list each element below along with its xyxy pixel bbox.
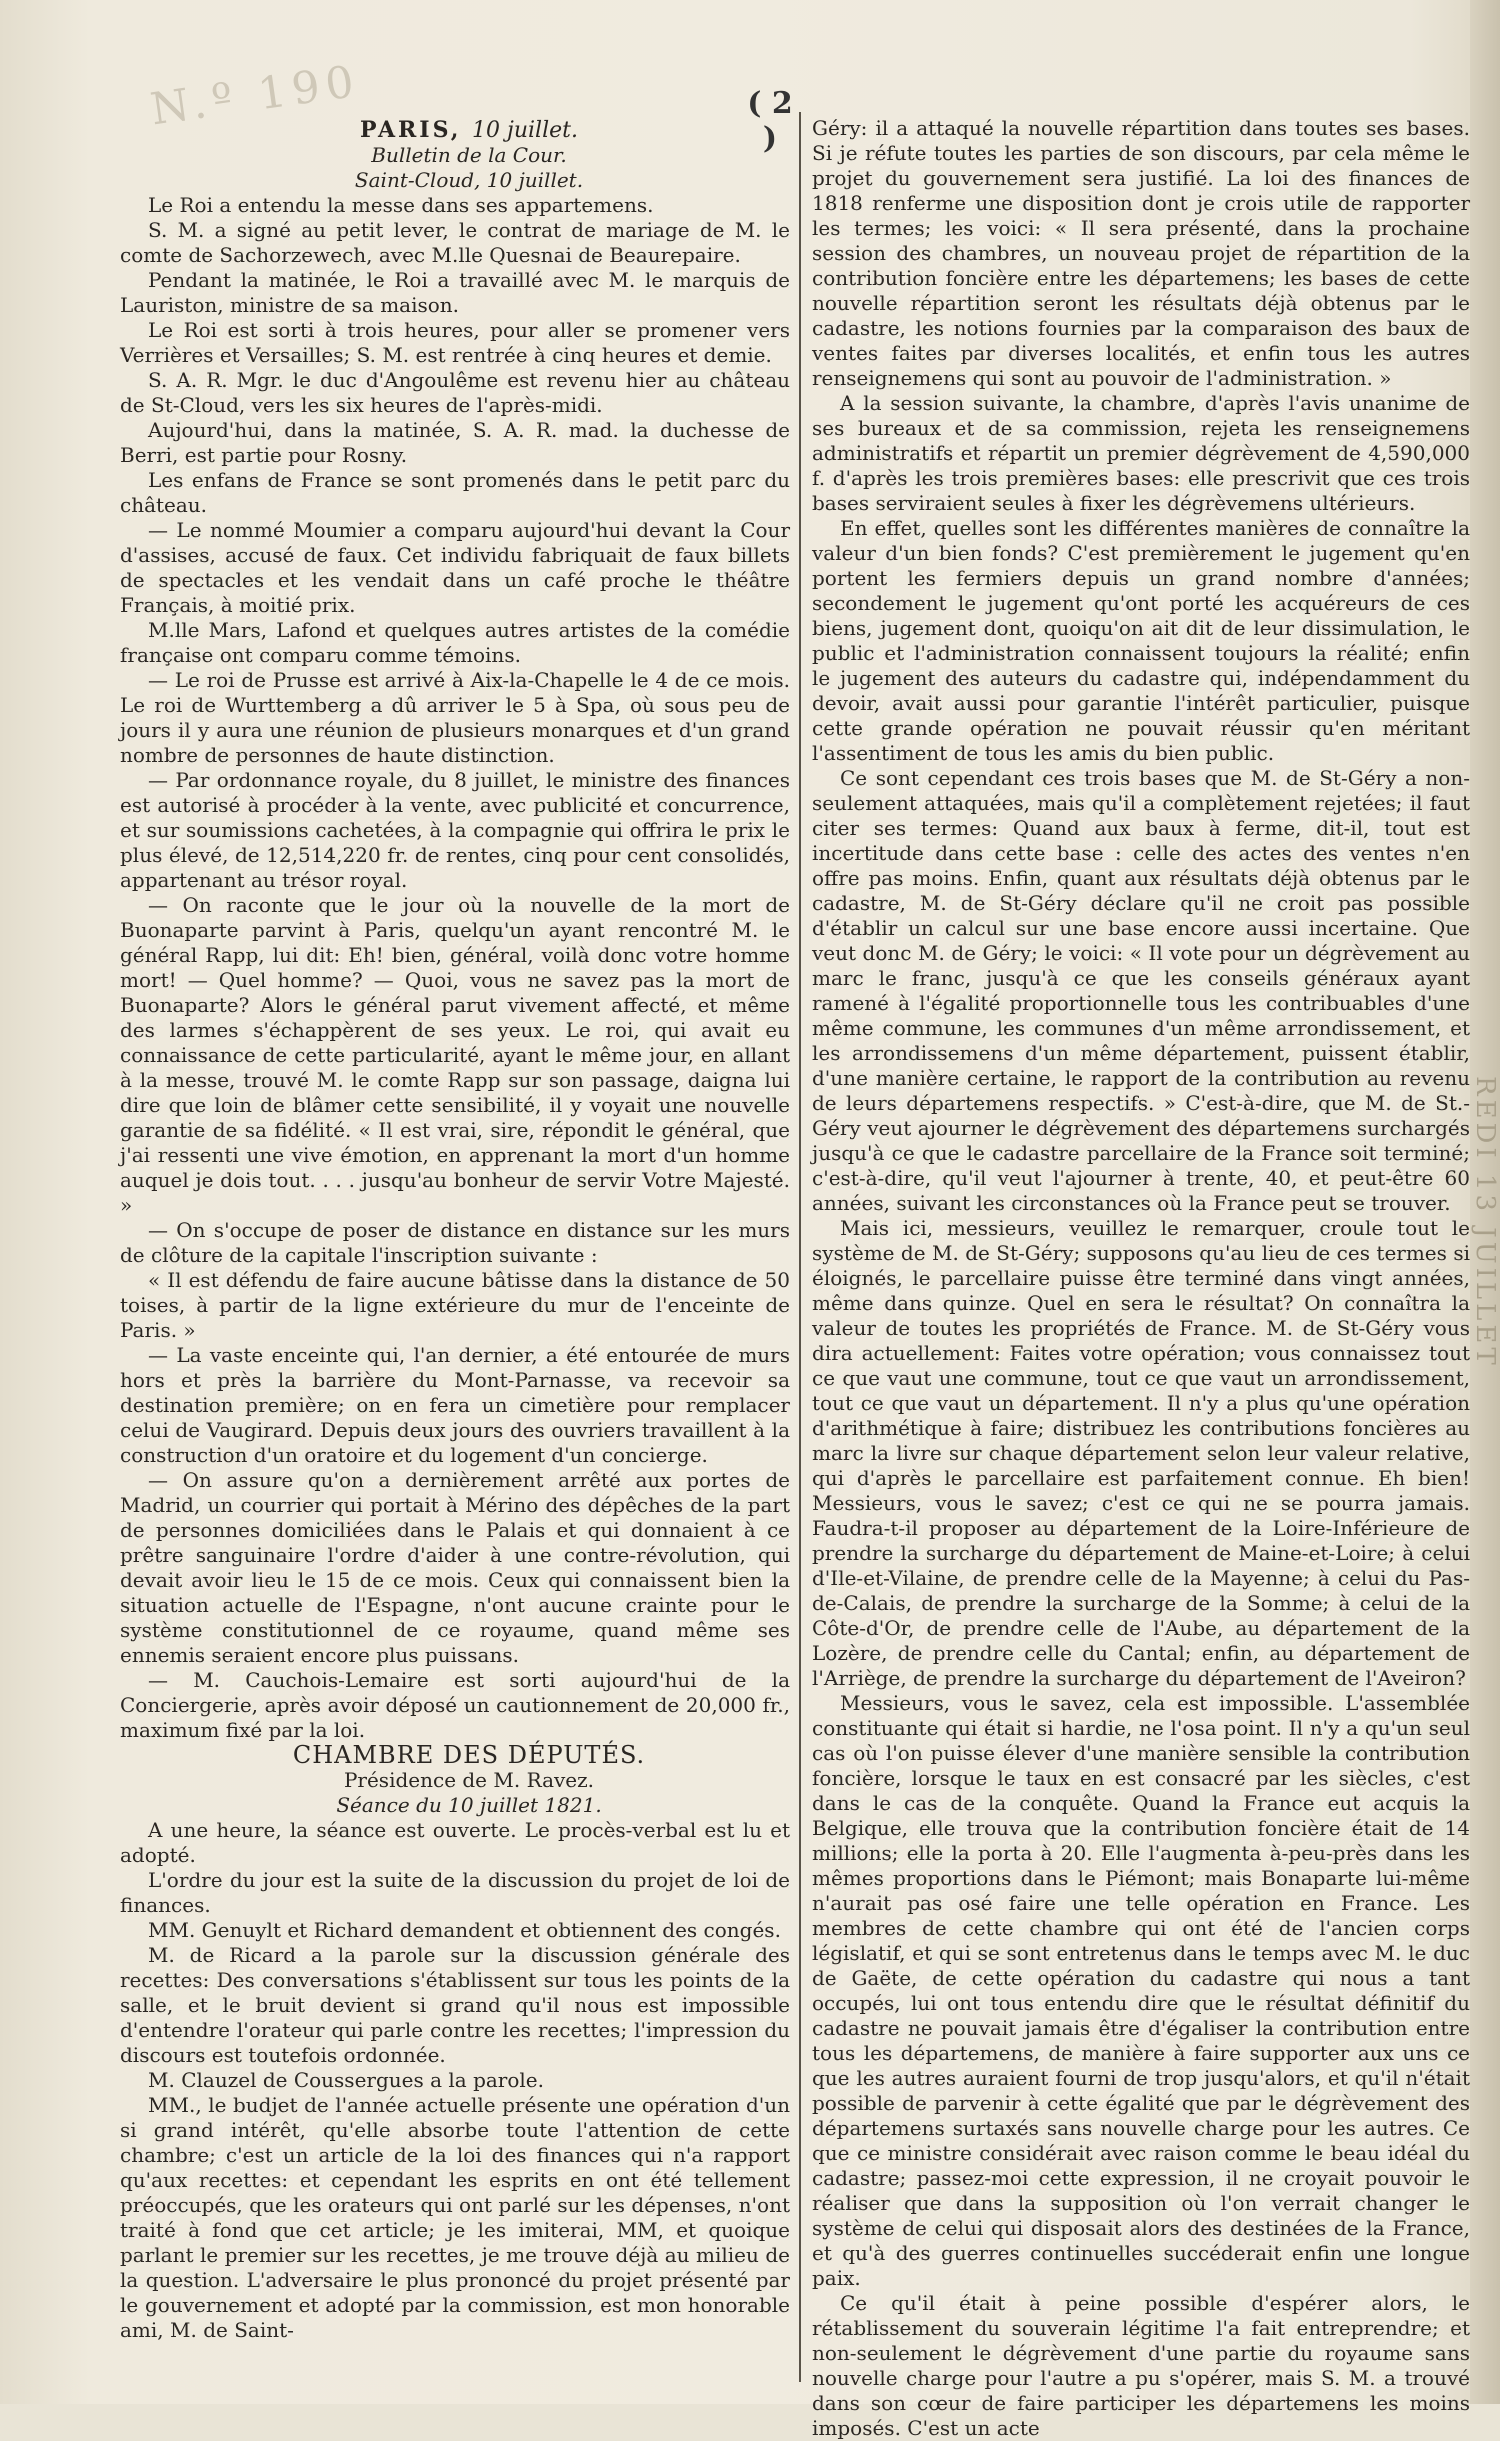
paragraph: Géry: il a attaqué la nouvelle répartition dans toutes ses bases. Si je réfute toutes les parties de son discours, par cela même le projet du gouvernement sera justifié. La loi des finances de 1818 renferme une disposition dont je crois utile de rapporter les termes; les voici: « Il sera présenté, dans la prochaine session des chambres, un nouveau projet de répartition de la contribution foncière entre les départemens; les bases de cette nouvelle répartition seront les résultats déjà obtenus par le cadastre, les notions fournies par la comparaison des baux de ventes faites par diverses localités, et enfin tous les autres renseignemens qui sont au pouvoir de l'administration. » xyxy=(812,116,1470,390)
paragraph: Les enfans de France se sont promenés dans le petit parc du château. xyxy=(120,468,790,517)
watermark-number: N.º 190 xyxy=(147,55,363,136)
paragraph: — On s'occupe de poser de distance en distance sur les murs de clôture de la capitale l'inscription suivante : xyxy=(120,1218,790,1267)
paragraph: M. de Ricard a la parole sur la discussion générale des recettes: Des conversations s'établissent sur tous les points de la salle, et le bruit devient si grand qu'il nous est impossible d'entendre l'orateur qui parle contre les recettes; l'impression du discours est toutefois ordonnée. xyxy=(120,1943,790,2067)
paragraph: Messieurs, vous le savez, cela est impossible. L'assemblée constituante qui était si hardie, ne l'osa point. Il n'y a qu'un seul cas où l'on puisse élever d'une manière sensible la contribution foncière, lorsque le taux en est consacré par les siècles, c'est dans le cas de la conquête. Quand la France eut acquis la Belgique, elle trouva que la contribution foncière était de 14 millions; elle la porta à 20. Elle l'augmenta à-peu-près dans les mêmes proportions dans le Piémont; mais Bonaparte lui-même n'aurait pas osé faire une telle opération en France. Les membres de cette chambre qui ont été de l'ancien corps législatif, et qui se sont entretenus dans le temps avec M. le duc de Gaëte, de cette opération du cadastre qui nous a tant occupés, lui ont tous entendu dire que le résultat définitif du cadastre ne pouvait jamais être d'égaliser la contribution entre tous les départemens, de manière à faire supporter aux uns ce que les autres auraient fourni de trop jusqu'alors, et qu'il n'était possible de parvenir à cette égalité que par le dégrèvement des départemens surtaxés sans nouvelle charge pour les autres. Ce que ce ministre considérait avec raison comme le beau idéal du cadastre; passez-moi cette expression, il ne croyait pouvoir le réaliser que dans la supposition où l'on verrait changer le système de celui qui disposait alors des destinées de la France, et qu'à des guerres continuelles succéderait enfin une longue paix. xyxy=(812,1691,1470,2290)
right-column xyxy=(812,116,1470,2440)
paragraph: S. M. a signé au petit lever, le contrat de mariage de M. le comte de Sachorzewech, avec M.lle Quesnai de Beaurepaire. xyxy=(120,218,790,267)
left-article-body xyxy=(120,193,790,1743)
presidence-line: Présidence de M. Ravez. xyxy=(343,1768,595,1792)
paragraph: M. Clauzel de Coussergues a la parole. xyxy=(148,2068,544,2092)
paragraph: A une heure, la séance est ouverte. Le procès-verbal est lu et adopté. xyxy=(120,1818,790,1867)
paragraph: « Il est défendu de faire aucune bâtisse dans la distance de 50 toises, à partir de la ligne extérieure du mur de l'enceinte de Paris. » xyxy=(120,1268,790,1342)
paragraph: Mais ici, messieurs, veuillez le remarquer, croule tout le système de M. de St-Géry; supposons qu'au lieu de ces termes si éloignés, le parcellaire puisse être terminé dans vingt années, même dans quinze. Quel en sera le résultat? On connaîtra la valeur de toutes les propriétés de France. M. de St-Géry vous dira actuellement: Faites votre opération; vous connaissez tout ce que vaut une commune, tout ce que vaut un arrondissement, tout ce que vaut un département. Il n'y a plus qu'une opération d'arithmétique à faire; distribuez les contributions foncières au marc la livre sur chaque département selon leur valeur relative, qui d'après le parcellaire est parfaitement connue. Eh bien! Messieurs, vous le savez; c'est ce qui ne se pourra jamais. Faudra-t-il proposer au département de la Loire-Inférieure de prendre la surcharge du département de Maine-et-Loire; à celui d'Ile-et-Vilaine, de prendre celle de la Mayenne; à celui du Pas-de-Calais, de prendre la surcharge de la Somme; à celui de la Côte-d'Or, de prendre celle de l'Aube, au département de la Lozère, de prendre celle du Cantal; enfin, au département de l'Arriège, de prendre la surcharge du département de l'Aveiron? xyxy=(812,1216,1470,1690)
paragraph: — On assure qu'on a dernièrement arrêté aux portes de Madrid, un courrier qui portait à Mérino des dépêches de la part de personnes domiciliées dans le Palais et qui donnaient à ce prêtre sanguinaire l'ordre d'aider à une contre-révolution, qui devait avoir lieu le 15 de ce mois. Ceux qui connaissent bien la situation actuelle de l'Espagne, n'ont aucune crainte pour le système constitutionnel de ce royaume, quand même ses ennemis seraient encore plus puissans. xyxy=(120,1468,790,1667)
paragraph: A la session suivante, la chambre, d'après l'avis unanime de ses bureaux et de sa commission, rejeta les renseignemens administratifs et répartit un premier dégrèvement de 4,590,000 f. d'après les trois premières bases: elle prescrivit que ces trois bases serviraient seules à fixer les dégrèvemens ultérieurs. xyxy=(812,391,1470,515)
bulletin-heading: Bulletin de la Cour. xyxy=(371,143,567,167)
left-column xyxy=(120,118,790,2368)
paragraph: MM. Genuylt et Richard demandent et obtiennent des congés. xyxy=(148,1918,781,1942)
chamber-heading: CHAMBRE DES DÉPUTÉS. xyxy=(292,1741,646,1769)
paragraph: — Le roi de Prusse est arrivé à Aix-la-Chapelle le 4 de ce mois. Le roi de Wurttemberg a dû arriver le 5 à Spa, où sous peu de jours il y aura une réunion de plusieurs monarques et d'un grand nombre de personnes de haute distinction. xyxy=(120,668,790,767)
paragraph: Le Roi a entendu la messe dans ses appartemens. xyxy=(148,193,654,217)
dateline-date: 10 juillet. xyxy=(472,118,578,143)
dateline-city: PARIS, xyxy=(360,117,462,143)
paragraph: MM., le budjet de l'année actuelle présente une opération d'un si grand intérêt, qu'elle absorbe toute l'attention de cette chambre; c'est un article de la loi des finances qui n'a rapport qu'aux recettes: et cependant les esprits en ont été tellement préoccupés, que les orateurs qui ont parlé sur les dépenses, n'ont traité à fond que cet article; je les imiterai, MM, et quoique parlant le premier sur les recettes, je me trouve déjà au milieu de la question. L'adversaire le plus prononcé du projet présenté par le gouvernement et adopté par la commission, est mon honorable ami, M. de Saint- xyxy=(120,2093,790,2342)
paragraph: En effet, quelles sont les différentes manières de connaître la valeur d'un bien fonds? C'est premièrement le jugement qu'en portent les fermiers depuis un grand nombre d'années; secondement le jugement qu'ont porté les acquéreurs de ces biens, jugement dont, quoiqu'on ait dit de leur dissimulation, le public et l'administration connaissent toujours la réalité; enfin le jugement des auteurs du cadastre qui, indépendamment du devoir, avait aussi pour garantie l'intérêt particulier, puisque cette grande opération ne pouvait réussir qu'en méritant l'assentiment de tous les amis du bien public. xyxy=(812,516,1470,765)
chamber-report-body xyxy=(120,1818,790,2343)
paragraph: Ce qu'il était à peine possible d'espérer alors, le rétablissement du souverain légitime l'a fait entreprendre; et non-seulement le dégrèvement d'une partie du royaume sans nouvelle charge pour l'autre a pu s'opérer, mais S. M. a trouvé dans son cœur de faire participer les départemens les moins imposés. C'est un acte xyxy=(812,2291,1470,2440)
page-number: ( 2 ) xyxy=(747,86,793,156)
paragraph: — On raconte que le jour où la nouvelle de la mort de Buonaparte parvint à Paris, quelqu'un ayant rencontré M. le général Rapp, lui dit: Eh! bien, général, voilà donc votre homme mort! — Quel homme? — Quoi, vous ne savez pas la mort de Buonaparte? Alors le général parut vivement affecté, et même des larmes s'échappèrent de ses yeux. Le roi, qui avait eu connaissance de cette particularité, ayant le même jour, en allant à la messe, trouvé M. le comte Rapp sur son passage, daigna lui dire que loin de blâmer cette sensibilité, il y voyait une nouvelle garantie de sa fidélité. « Il est vrai, sire, répondit le général, que j'ai ressenti une vive émotion, en apprenant la mort d'un homme auquel je dois tout. . . . jusqu'au bonheur de servir Votre Majesté. » xyxy=(120,893,790,1217)
paragraph: — M. Cauchois-Lemaire est sorti aujourd'hui de la Conciergerie, après avoir déposé un cautionnement de 20,000 fr., maximum fixé par la loi. xyxy=(120,1668,790,1742)
bulletin-subdate: Saint-Cloud, 10 juillet. xyxy=(354,168,584,192)
paragraph: L'ordre du jour est la suite de la discussion du projet de loi de finances. xyxy=(120,1868,790,1917)
dateline xyxy=(120,118,790,143)
column-divider xyxy=(799,112,801,2382)
paragraph: — Le nommé Moumier a comparu aujourd'hui devant la Cour d'assises, accusé de faux. Cet individu fabriquait de faux billets de spectacles et les vendait dans un café proche le théâtre Français, à moitié prix. xyxy=(120,518,790,617)
paragraph: S. A. R. Mgr. le duc d'Angoulême est revenu hier au château de St-Cloud, vers les six heures de l'après-midi. xyxy=(120,368,790,417)
adjacent-page-edge: REDI 13 JUILLET xyxy=(1470,0,1500,2404)
paragraph: — La vaste enceinte qui, l'an dernier, a été entourée de murs hors et près la barrière du Mont-Parnasse, va recevoir sa destination première; on en fera un cimetière pour remplacer celui de Vaugirard. Depuis deux jours des ouvriers travaillent à la construction d'un oratoire et du logement d'un concierge. xyxy=(120,1343,790,1467)
paragraph: Pendant la matinée, le Roi a travaillé avec M. le marquis de Lauriston, ministre de sa maison. xyxy=(120,268,790,317)
paragraph: — Par ordonnance royale, du 8 juillet, le ministre des finances est autorisé à procéder à la vente, avec publicité et concurrence, et sur soumissions cachetées, à la compagnie qui offrira le prix le plus élevé, de 12,514,220 fr. de rentes, cinq pour cent consolidés, appartenant au trésor royal. xyxy=(120,768,790,892)
right-article-body xyxy=(812,116,1470,2441)
paragraph: Ce sont cependant ces trois bases que M. de St-Géry a non-seulement attaquées, mais qu'il a complètement rejetées; il faut citer ses termes: Quand aux baux à ferme, dit-il, tout est incertitude dans cette base : celle des actes des ventes n'en offre pas moins. Enfin, quant aux résultats déjà obtenus par le cadastre, M. de St-Géry déclare qu'il ne croit pas possible d'établir un calcul sur une base encore aussi incertaine. Que veut donc M. de Géry; le voici: « Il vote pour un dégrèvement au marc le franc, jusqu'à ce que les conseils généraux ayant ramené à l'égalité proportionnelle tous les contribuables d'une même commune, les communes d'un même arrondissement, et les arrondissemens d'un même département, puissent établir, d'une manière certaine, le rapport de la contribution au revenu de leurs départemens respectifs. » C'est-à-dire, que M. de St.-Géry veut ajourner le dégrèvement des départemens surchargés jusqu'à ce que le cadastre parcellaire de la France soit terminé; c'est-à-dire, qu'il veut l'ajourner à trente, 40, et peut-être 60 années, suivant les circonstances où la France peut se trouver. xyxy=(812,766,1470,1215)
paragraph: Le Roi est sorti à trois heures, pour aller se promener vers Verrières et Versailles; S. M. est rentrée à cinq heures et demie. xyxy=(120,318,790,367)
paragraph: Aujourd'hui, dans la matinée, S. A. R. mad. la duchesse de Berri, est partie pour Rosny. xyxy=(120,418,790,467)
paragraph: M.lle Mars, Lafond et quelques autres artistes de la comédie française ont comparu comme témoins. xyxy=(120,618,790,667)
seance-line: Séance du 10 juillet 1821. xyxy=(336,1793,602,1817)
